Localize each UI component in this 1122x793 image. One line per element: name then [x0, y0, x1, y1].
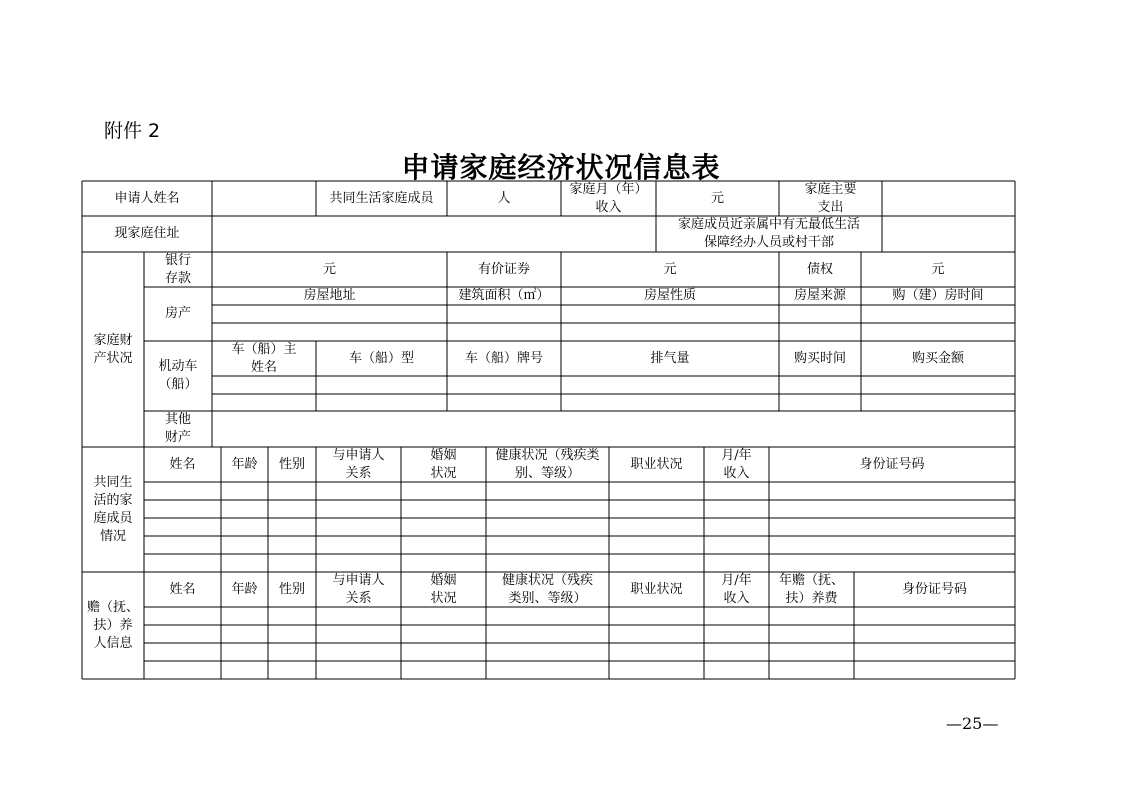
header-hh-age: 年龄	[231, 456, 258, 472]
label-applicant-name: 申请人姓名	[114, 190, 180, 206]
header-vehicle-amount: 购买金额	[911, 350, 964, 366]
label-securities: 有价证券	[477, 261, 530, 277]
header-sp-marital: 婚姻 状况	[430, 572, 457, 606]
label-relatives-note: 家庭成员近亲属中有无最低生活 保障经办人员或村干部	[677, 217, 860, 250]
header-hh-health: 健康状况（残疾类 别、等级）	[495, 447, 600, 481]
header-hh-name: 姓名	[169, 456, 196, 472]
header-vehicle-type: 车（船）型	[348, 350, 414, 366]
header-sp-income: 月/年 收入	[721, 572, 752, 606]
page-number: —25—	[946, 714, 999, 733]
label-vehicle: 机动车 （船）	[158, 359, 198, 392]
header-sp-support-fee: 年赡（抚、 扶）养费	[778, 572, 844, 606]
label-other-assets: 其他 财产	[164, 412, 191, 445]
header-sp-age: 年龄	[231, 581, 258, 597]
field-applicant-name[interactable]	[212, 181, 316, 216]
field-debt[interactable]: 元	[931, 261, 945, 277]
header-vehicle-owner: 车（船）主 姓名	[231, 341, 297, 375]
label-monthly-income: 家庭月（年） 收入	[569, 181, 648, 215]
field-address[interactable]	[212, 216, 656, 252]
field-bank-deposit[interactable]: 元	[322, 261, 336, 277]
header-sp-id: 身份证号码	[901, 581, 967, 597]
label-household-section: 共同生 活的家 庭成员 情况	[93, 474, 133, 544]
label-property: 房产	[164, 306, 191, 321]
form-title: 申请家庭经济状况信息表	[401, 151, 721, 184]
field-member-count[interactable]: 人	[497, 190, 511, 206]
header-sp-name: 姓名	[169, 581, 196, 597]
header-hh-relation: 与申请人 关系	[332, 447, 385, 481]
label-members: 共同生活家庭成员	[329, 190, 434, 206]
header-property-address: 房屋地址	[303, 288, 356, 303]
header-hh-marital: 婚姻 状况	[430, 447, 457, 481]
field-monthly-income[interactable]: 元	[710, 190, 724, 206]
header-property-nature: 房屋性质	[643, 288, 696, 303]
header-sp-gender: 性别	[278, 581, 305, 597]
header-sp-health: 健康状况（残疾 类别、等级）	[501, 572, 593, 606]
attachment-label: 附件 2	[104, 120, 161, 142]
header-hh-occupation: 职业状况	[630, 456, 683, 472]
field-main-expense[interactable]	[882, 181, 1015, 216]
field-other-assets[interactable]	[212, 411, 1015, 447]
header-sp-occupation: 职业状况	[630, 581, 683, 597]
label-support-section: 赡（抚、 扶）养 人信息	[86, 599, 139, 651]
header-vehicle-displacement: 排气量	[650, 350, 690, 366]
header-vehicle-purchase-date: 购买时间	[793, 350, 846, 366]
header-vehicle-plate: 车（船）牌号	[464, 350, 543, 366]
header-property-area: 建筑面积（㎡）	[458, 288, 550, 303]
label-main-expense: 家庭主要 支出	[804, 181, 857, 215]
label-bank-deposit: 银行 存款	[164, 252, 191, 286]
header-sp-relation: 与申请人 关系	[332, 572, 385, 606]
header-property-date: 购（建）房时间	[892, 288, 984, 303]
label-address: 现家庭住址	[114, 226, 180, 241]
header-hh-id: 身份证号码	[859, 456, 925, 472]
header-hh-income: 月/年 收入	[721, 447, 752, 481]
header-property-source: 房屋来源	[793, 288, 846, 303]
header-hh-gender: 性别	[278, 456, 305, 472]
field-securities[interactable]: 元	[663, 261, 677, 277]
label-assets-section: 家庭财 产状况	[93, 332, 133, 366]
label-debt: 债权	[806, 261, 833, 277]
field-relatives[interactable]	[882, 216, 1015, 252]
